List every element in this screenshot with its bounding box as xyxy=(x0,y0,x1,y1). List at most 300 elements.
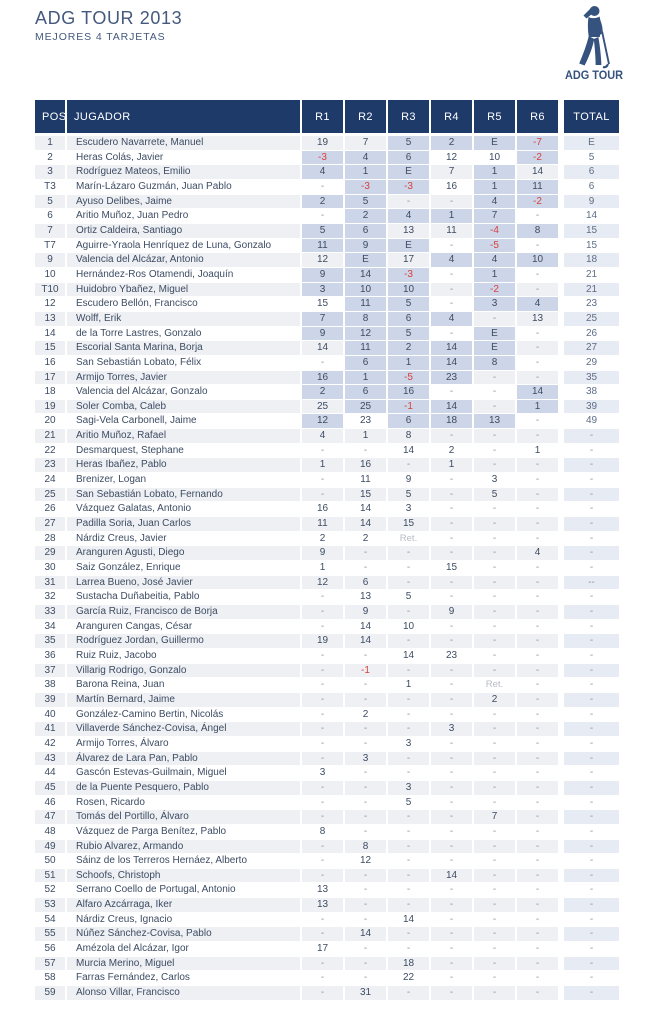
round-cell: - xyxy=(517,971,558,985)
round-cell: - xyxy=(388,825,429,839)
round-cell: 12 xyxy=(302,414,343,428)
round-cell: - xyxy=(431,429,472,443)
round-cell: - xyxy=(474,766,515,780)
total-cell: - xyxy=(564,766,619,780)
round-cell: - xyxy=(302,781,343,795)
round-cell: - xyxy=(431,385,472,399)
column-header-r5: R5 xyxy=(474,100,515,133)
player-name: Sáinz de los Terreros Hernáez, Alberto xyxy=(67,854,300,868)
round-cell: - xyxy=(345,693,386,707)
round-cell: Ret. xyxy=(388,532,429,546)
player-name: Valencia del Alcázar, Gonzalo xyxy=(67,385,300,399)
pos-cell: 23 xyxy=(35,458,65,472)
round-cell: 11 xyxy=(302,239,343,253)
round-cell: 10 xyxy=(517,253,558,267)
round-cell: - xyxy=(345,649,386,663)
table-row xyxy=(35,268,625,282)
table-row xyxy=(35,986,625,1000)
round-cell: E xyxy=(474,136,515,150)
round-cell: - xyxy=(474,576,515,590)
pos-cell: 1 xyxy=(35,136,65,150)
table-row xyxy=(35,620,625,634)
round-cell: - xyxy=(474,942,515,956)
round-cell: - xyxy=(517,209,558,223)
column-header-r4: R4 xyxy=(431,100,472,133)
total-cell: 29 xyxy=(564,356,619,370)
table-row xyxy=(35,869,625,883)
round-cell: - xyxy=(517,605,558,619)
pos-cell: 26 xyxy=(35,502,65,516)
column-header-r2: R2 xyxy=(345,100,386,133)
total-cell: - xyxy=(564,458,619,472)
round-cell: - xyxy=(474,971,515,985)
table-row xyxy=(35,502,625,516)
round-cell: - xyxy=(431,473,472,487)
round-cell: 3 xyxy=(388,737,429,751)
round-cell: 23 xyxy=(345,414,386,428)
round-cell: 8 xyxy=(474,356,515,370)
player-name: Aguirre-Yraola Henríquez de Luna, Gonzalo xyxy=(67,239,300,253)
round-cell: - xyxy=(345,913,386,927)
round-cell: 25 xyxy=(302,400,343,414)
round-cell: - xyxy=(302,209,343,223)
total-cell: - xyxy=(564,781,619,795)
round-cell: - xyxy=(388,195,429,209)
total-cell: - xyxy=(564,546,619,560)
total-cell: - xyxy=(564,810,619,824)
round-cell: - xyxy=(474,605,515,619)
round-cell: - xyxy=(431,590,472,604)
round-cell: 9 xyxy=(302,327,343,341)
total-cell: - xyxy=(564,942,619,956)
table-body xyxy=(35,136,625,1000)
table-row xyxy=(35,781,625,795)
round-cell: 1 xyxy=(302,458,343,472)
round-cell: 13 xyxy=(345,590,386,604)
round-cell: 5 xyxy=(388,590,429,604)
round-cell: - xyxy=(388,708,429,722)
total-cell: 18 xyxy=(564,253,619,267)
total-cell: 25 xyxy=(564,312,619,326)
round-cell: - xyxy=(474,664,515,678)
table-row xyxy=(35,576,625,590)
round-cell: 2 xyxy=(302,532,343,546)
round-cell: 12 xyxy=(345,854,386,868)
round-cell: 11 xyxy=(345,473,386,487)
pos-cell: 22 xyxy=(35,444,65,458)
round-cell: 4 xyxy=(302,429,343,443)
table-row xyxy=(35,722,625,736)
round-cell: 2 xyxy=(345,209,386,223)
round-cell: 13 xyxy=(388,224,429,238)
round-cell: - xyxy=(345,561,386,575)
player-name: Serrano Coello de Portugal, Antonio xyxy=(67,883,300,897)
round-cell: - xyxy=(302,488,343,502)
round-cell: - xyxy=(302,737,343,751)
table-row xyxy=(35,327,625,341)
round-cell: - xyxy=(431,781,472,795)
player-name: Saiz González, Enrique xyxy=(67,561,300,575)
round-cell: - xyxy=(345,883,386,897)
round-cell: - xyxy=(517,942,558,956)
round-cell: 9 xyxy=(302,268,343,282)
round-cell: - xyxy=(388,986,429,1000)
table-row xyxy=(35,590,625,604)
round-cell: E xyxy=(474,341,515,355)
round-cell: - xyxy=(474,590,515,604)
total-cell: 9 xyxy=(564,195,619,209)
round-cell: - xyxy=(431,546,472,560)
results-table xyxy=(35,100,625,1001)
round-cell: - xyxy=(517,590,558,604)
round-cell: - xyxy=(431,766,472,780)
round-cell: 1 xyxy=(345,165,386,179)
pos-cell: 16 xyxy=(35,356,65,370)
round-cell: - xyxy=(474,986,515,1000)
pos-cell: 13 xyxy=(35,312,65,326)
round-cell: - xyxy=(517,869,558,883)
round-cell: 16 xyxy=(388,385,429,399)
round-cell: 14 xyxy=(345,517,386,531)
player-name: Villarig Rodrigo, Gonzalo xyxy=(67,664,300,678)
round-cell: 11 xyxy=(517,180,558,194)
round-cell: - xyxy=(388,869,429,883)
pos-cell: 42 xyxy=(35,737,65,751)
round-cell: - xyxy=(431,898,472,912)
table-header xyxy=(35,100,625,133)
round-cell: - xyxy=(345,869,386,883)
round-cell: - xyxy=(302,869,343,883)
round-cell: - xyxy=(517,429,558,443)
table-row xyxy=(35,957,625,971)
pos-cell: 53 xyxy=(35,898,65,912)
round-cell: E xyxy=(474,327,515,341)
player-name: Álvarez de Lara Pan, Pablo xyxy=(67,752,300,766)
round-cell: - xyxy=(431,532,472,546)
pos-cell: 37 xyxy=(35,664,65,678)
table-row xyxy=(35,752,625,766)
round-cell: - xyxy=(517,664,558,678)
round-cell: - xyxy=(431,986,472,1000)
round-cell: 1 xyxy=(431,209,472,223)
table-row xyxy=(35,224,625,238)
round-cell: - xyxy=(474,312,515,326)
round-cell: 14 xyxy=(345,927,386,941)
table-row xyxy=(35,561,625,575)
player-name: Vázquez Galatas, Antonio xyxy=(67,502,300,516)
round-cell: - xyxy=(345,766,386,780)
round-cell: - xyxy=(388,546,429,560)
pos-cell: 55 xyxy=(35,927,65,941)
round-cell: -2 xyxy=(474,283,515,297)
pos-cell: 31 xyxy=(35,576,65,590)
round-cell: - xyxy=(517,356,558,370)
round-cell: 13 xyxy=(474,414,515,428)
pos-cell: 30 xyxy=(35,561,65,575)
total-cell: 21 xyxy=(564,268,619,282)
pos-cell: 44 xyxy=(35,766,65,780)
round-cell: 14 xyxy=(302,341,343,355)
round-cell: - xyxy=(517,796,558,810)
round-cell: - xyxy=(517,517,558,531)
table-row xyxy=(35,473,625,487)
player-name: Desmarquest, Stephane xyxy=(67,444,300,458)
pos-cell: 48 xyxy=(35,825,65,839)
round-cell: - xyxy=(517,678,558,692)
round-cell: - xyxy=(345,781,386,795)
table-row xyxy=(35,356,625,370)
player-name: Ortiz Caldeira, Santiago xyxy=(67,224,300,238)
round-cell: - xyxy=(388,458,429,472)
player-name: de la Torre Lastres, Gonzalo xyxy=(67,327,300,341)
round-cell: 6 xyxy=(388,414,429,428)
round-cell: 14 xyxy=(388,649,429,663)
total-cell: 35 xyxy=(564,371,619,385)
round-cell: 13 xyxy=(517,312,558,326)
table-row xyxy=(35,297,625,311)
player-name: Brenizer, Logan xyxy=(67,473,300,487)
round-cell: - xyxy=(431,693,472,707)
pos-cell: 25 xyxy=(35,488,65,502)
round-cell: - xyxy=(517,239,558,253)
total-cell: - xyxy=(564,664,619,678)
round-cell: - xyxy=(302,986,343,1000)
round-cell: - xyxy=(431,283,472,297)
pos-cell: 50 xyxy=(35,854,65,868)
total-cell: - xyxy=(564,444,619,458)
round-cell: - xyxy=(474,781,515,795)
round-cell: - xyxy=(517,371,558,385)
round-cell: -3 xyxy=(345,180,386,194)
pos-cell: 15 xyxy=(35,341,65,355)
round-cell: 15 xyxy=(431,561,472,575)
round-cell: - xyxy=(388,722,429,736)
round-cell: 5 xyxy=(388,796,429,810)
round-cell: 2 xyxy=(474,693,515,707)
round-cell: 9 xyxy=(388,473,429,487)
round-cell: 17 xyxy=(388,253,429,267)
round-cell: - xyxy=(302,444,343,458)
total-cell: 23 xyxy=(564,297,619,311)
total-cell: - xyxy=(564,722,619,736)
total-cell: - xyxy=(564,590,619,604)
round-cell: 1 xyxy=(388,678,429,692)
round-cell: - xyxy=(345,942,386,956)
player-name: San Sebastián Lobato, Fernando xyxy=(67,488,300,502)
round-cell: - xyxy=(431,664,472,678)
round-cell: 2 xyxy=(388,341,429,355)
player-name: Ayuso Delibes, Jaime xyxy=(67,195,300,209)
round-cell: 23 xyxy=(431,649,472,663)
round-cell: - xyxy=(345,444,386,458)
table-row xyxy=(35,854,625,868)
table-row xyxy=(35,341,625,355)
round-cell: - xyxy=(431,576,472,590)
round-cell: 10 xyxy=(474,151,515,165)
round-cell: - xyxy=(431,239,472,253)
total-cell: - xyxy=(564,561,619,575)
round-cell: 1 xyxy=(388,356,429,370)
round-cell: - xyxy=(474,825,515,839)
total-cell: 49 xyxy=(564,414,619,428)
round-cell: 9 xyxy=(431,605,472,619)
player-name: Aranguren Cangas, César xyxy=(67,620,300,634)
round-cell: - xyxy=(474,796,515,810)
player-name: Heras Colás, Javier xyxy=(67,151,300,165)
table-row xyxy=(35,312,625,326)
pos-cell: 5 xyxy=(35,195,65,209)
pos-cell: 2 xyxy=(35,151,65,165)
round-cell: - xyxy=(474,620,515,634)
round-cell: - xyxy=(302,473,343,487)
table-row xyxy=(35,942,625,956)
round-cell: 3 xyxy=(431,722,472,736)
player-name: Escudero Navarrete, Manuel xyxy=(67,136,300,150)
round-cell: 7 xyxy=(345,136,386,150)
total-cell: - xyxy=(564,957,619,971)
round-cell: 5 xyxy=(302,224,343,238)
round-cell: - xyxy=(388,752,429,766)
total-cell: -- xyxy=(564,576,619,590)
round-cell: 14 xyxy=(431,400,472,414)
table-row xyxy=(35,664,625,678)
round-cell: - xyxy=(517,414,558,428)
round-cell: -3 xyxy=(302,151,343,165)
round-cell: - xyxy=(388,883,429,897)
round-cell: 4 xyxy=(431,312,472,326)
round-cell: 10 xyxy=(388,620,429,634)
pos-cell: 10 xyxy=(35,268,65,282)
round-cell: 12 xyxy=(302,253,343,267)
table-row xyxy=(35,385,625,399)
player-name: Tomás del Portillo, Álvaro xyxy=(67,810,300,824)
round-cell: - xyxy=(431,678,472,692)
table-row xyxy=(35,678,625,692)
round-cell: 3 xyxy=(302,766,343,780)
column-header-r3: R3 xyxy=(388,100,429,133)
total-cell: - xyxy=(564,854,619,868)
player-name: Larrea Bueno, José Javier xyxy=(67,576,300,590)
table-row xyxy=(35,708,625,722)
table-row xyxy=(35,840,625,854)
round-cell: - xyxy=(474,458,515,472)
round-cell: 19 xyxy=(302,634,343,648)
round-cell: 15 xyxy=(388,517,429,531)
round-cell: - xyxy=(345,810,386,824)
pos-cell: 57 xyxy=(35,957,65,971)
round-cell: - xyxy=(474,517,515,531)
round-cell: 10 xyxy=(345,283,386,297)
round-cell: 1 xyxy=(431,458,472,472)
round-cell: - xyxy=(474,546,515,560)
column-header-r6: R6 xyxy=(517,100,558,133)
round-cell: 4 xyxy=(474,195,515,209)
round-cell: 2 xyxy=(302,195,343,209)
table-row xyxy=(35,796,625,810)
round-cell: - xyxy=(388,840,429,854)
player-name: Rubio Alvarez, Armando xyxy=(67,840,300,854)
total-cell: E xyxy=(564,136,619,150)
round-cell: Ret. xyxy=(474,678,515,692)
round-cell: - xyxy=(302,913,343,927)
round-cell: 14 xyxy=(345,620,386,634)
round-cell: 16 xyxy=(345,458,386,472)
round-cell: E xyxy=(388,239,429,253)
player-name: Armijo Torres, Javier xyxy=(67,371,300,385)
column-header-total: TOTAL xyxy=(564,100,619,133)
round-cell: 2 xyxy=(431,444,472,458)
round-cell: - xyxy=(517,883,558,897)
round-cell: - xyxy=(474,400,515,414)
round-cell: - xyxy=(474,385,515,399)
player-name: Soler Comba, Caleb xyxy=(67,400,300,414)
round-cell: - xyxy=(302,356,343,370)
table-row xyxy=(35,414,625,428)
round-cell: - xyxy=(431,810,472,824)
round-cell: 5 xyxy=(388,488,429,502)
round-cell: - xyxy=(302,693,343,707)
table-row xyxy=(35,136,625,150)
player-name: Armijo Torres, Álvaro xyxy=(67,737,300,751)
title-block xyxy=(35,7,182,43)
round-cell: - xyxy=(517,737,558,751)
round-cell: 25 xyxy=(345,400,386,414)
round-cell: - xyxy=(302,678,343,692)
round-cell: 17 xyxy=(302,942,343,956)
round-cell: - xyxy=(474,371,515,385)
round-cell: - xyxy=(474,722,515,736)
round-cell: - xyxy=(474,752,515,766)
table-row xyxy=(35,634,625,648)
round-cell: - xyxy=(517,986,558,1000)
round-cell: - xyxy=(345,546,386,560)
round-cell: -3 xyxy=(388,180,429,194)
total-cell: - xyxy=(564,532,619,546)
round-cell: - xyxy=(517,854,558,868)
player-name: Sagi-Vela Carbonell, Jaime xyxy=(67,414,300,428)
table-row xyxy=(35,825,625,839)
round-cell: - xyxy=(431,913,472,927)
round-cell: 13 xyxy=(302,898,343,912)
round-cell: 16 xyxy=(302,371,343,385)
player-name: Rosen, Ricardo xyxy=(67,796,300,810)
round-cell: 2 xyxy=(302,385,343,399)
round-cell: - xyxy=(431,327,472,341)
player-name: Hernández-Ros Otamendi, Joaquín xyxy=(67,268,300,282)
round-cell: - xyxy=(517,810,558,824)
round-cell: 14 xyxy=(345,634,386,648)
round-cell: - xyxy=(302,810,343,824)
round-cell: 14 xyxy=(431,341,472,355)
round-cell: 4 xyxy=(388,209,429,223)
player-name: Alfaro Azcárraga, Iker xyxy=(67,898,300,912)
player-name: Huidobro Ybañez, Miguel xyxy=(67,283,300,297)
pos-cell: 46 xyxy=(35,796,65,810)
round-cell: 14 xyxy=(431,869,472,883)
table-row xyxy=(35,165,625,179)
round-cell: - xyxy=(517,473,558,487)
round-cell: 4 xyxy=(517,546,558,560)
total-cell: - xyxy=(564,986,619,1000)
round-cell: - xyxy=(388,561,429,575)
round-cell: 5 xyxy=(388,136,429,150)
round-cell: - xyxy=(431,268,472,282)
round-cell: - xyxy=(474,502,515,516)
player-name: Rodríguez Jordan, Guillermo xyxy=(67,634,300,648)
round-cell: 5 xyxy=(345,195,386,209)
round-cell: -7 xyxy=(517,136,558,150)
pos-cell: 59 xyxy=(35,986,65,1000)
